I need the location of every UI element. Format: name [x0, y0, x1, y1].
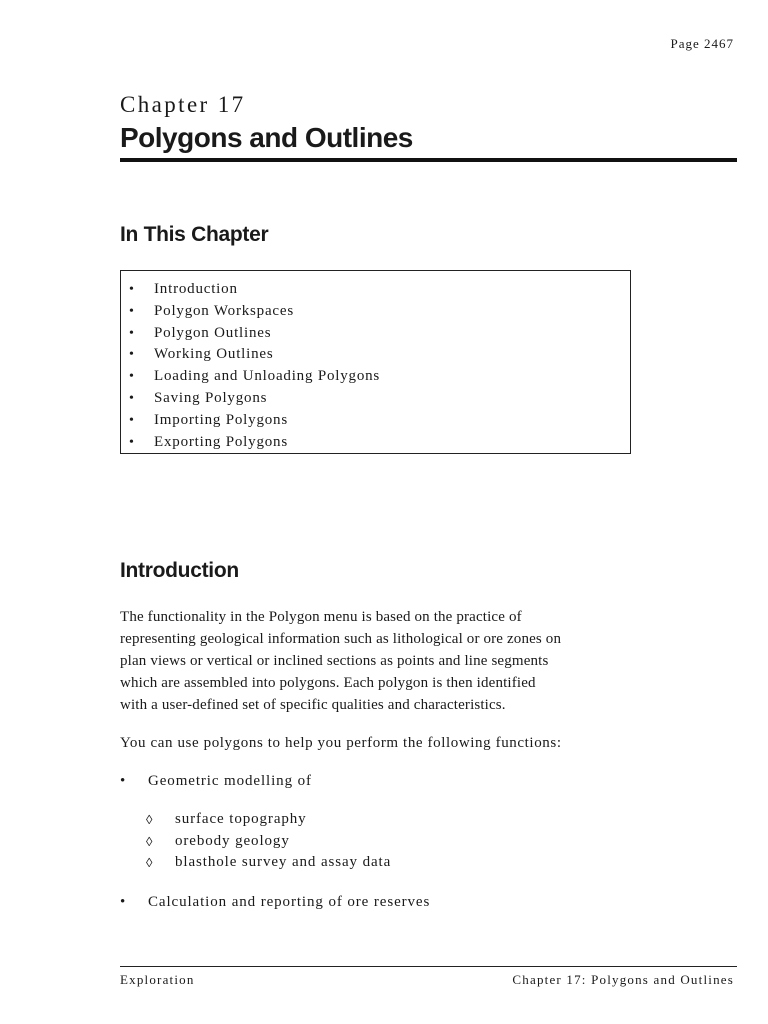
sub-item-text: orebody geology: [175, 832, 290, 849]
toc-item-importing-polygons[interactable]: [121, 410, 630, 432]
toc-item-label: Loading and Unloading Polygons: [154, 368, 381, 385]
diamond-bullet-icon: ◊: [146, 833, 154, 849]
toc-item-label: Polygon Outlines: [154, 324, 272, 341]
diamond-bullet-icon: ◊: [146, 812, 154, 827]
footer-divider: [120, 966, 737, 967]
toc-item-working-outlines[interactable]: [121, 344, 630, 366]
paragraph-line: which are assembled into polygons. Each polygon is then identified: [120, 675, 536, 691]
title-divider: [120, 158, 737, 162]
toc-item-loading-unloading-polygons[interactable]: [121, 366, 630, 388]
chapter-contents-list: [121, 271, 630, 453]
introduction-paragraph: [120, 606, 561, 716]
chapter-title: Polygons and Outlines: [120, 122, 413, 153]
toc-item-label: Working Outlines: [154, 346, 274, 363]
bullet-icon: •: [129, 434, 135, 450]
toc-item-polygon-workspaces[interactable]: [121, 301, 630, 323]
footer-section-name: Exploration: [120, 972, 195, 987]
sub-item-text: surface topography: [175, 811, 307, 827]
toc-item-label: Polygon Workspaces: [154, 302, 294, 319]
sub-item-text: blasthole survey and assay data: [175, 854, 392, 870]
bullet-icon: •: [129, 412, 135, 428]
geometric-modelling-sublist: [146, 809, 391, 874]
bullet-icon: •: [129, 347, 135, 363]
sub-item-orebody-geology: [146, 831, 391, 853]
toc-item-saving-polygons[interactable]: [121, 388, 630, 410]
bullet-icon: •: [120, 773, 127, 789]
bullet-icon: •: [129, 369, 135, 385]
toc-item-label: Importing Polygons: [154, 411, 288, 428]
bullet-icon: •: [129, 303, 135, 319]
sub-item-blasthole-survey: [146, 852, 391, 874]
bullet-icon: •: [129, 282, 135, 297]
bullet-text: Calculation and reporting of ore reserves: [148, 894, 431, 910]
paragraph-line: The functionality in the Polygon menu is based on the practice of: [120, 609, 522, 625]
bullet-icon: •: [129, 325, 135, 341]
in-this-chapter-heading: In This Chapter: [120, 223, 269, 246]
introduction-heading: Introduction: [120, 559, 239, 582]
toc-item-label: Introduction: [154, 281, 238, 297]
paragraph-line: representing geological information such as lithological or ore zones on: [120, 631, 562, 647]
chapter-contents-box: [120, 270, 631, 454]
page-number: Page 2467: [670, 36, 734, 51]
toc-item-label: Saving Polygons: [154, 389, 268, 406]
toc-item-exporting-polygons[interactable]: [121, 432, 630, 454]
diamond-bullet-icon: ◊: [146, 855, 154, 870]
sub-item-surface-topography: [146, 809, 391, 831]
footer-chapter-name: Chapter 17: Polygons and Outlines: [512, 972, 734, 987]
bullet-icon: •: [129, 390, 135, 406]
paragraph-line: plan views or vertical or inclined sections as points and line segments: [120, 653, 549, 669]
bullet-text: Geometric modelling of: [148, 773, 312, 789]
paragraph-line: with a user-defined set of specific qualities and characteristics.: [120, 697, 506, 713]
toc-item-introduction[interactable]: [121, 279, 630, 301]
chapter-label: Chapter 17: [120, 92, 246, 117]
toc-item-label: Exporting Polygons: [154, 433, 288, 450]
toc-item-polygon-outlines[interactable]: [121, 323, 630, 345]
functions-intro-paragraph: You can use polygons to help you perform the following functions:: [120, 735, 562, 751]
bullet-icon: •: [120, 894, 127, 910]
